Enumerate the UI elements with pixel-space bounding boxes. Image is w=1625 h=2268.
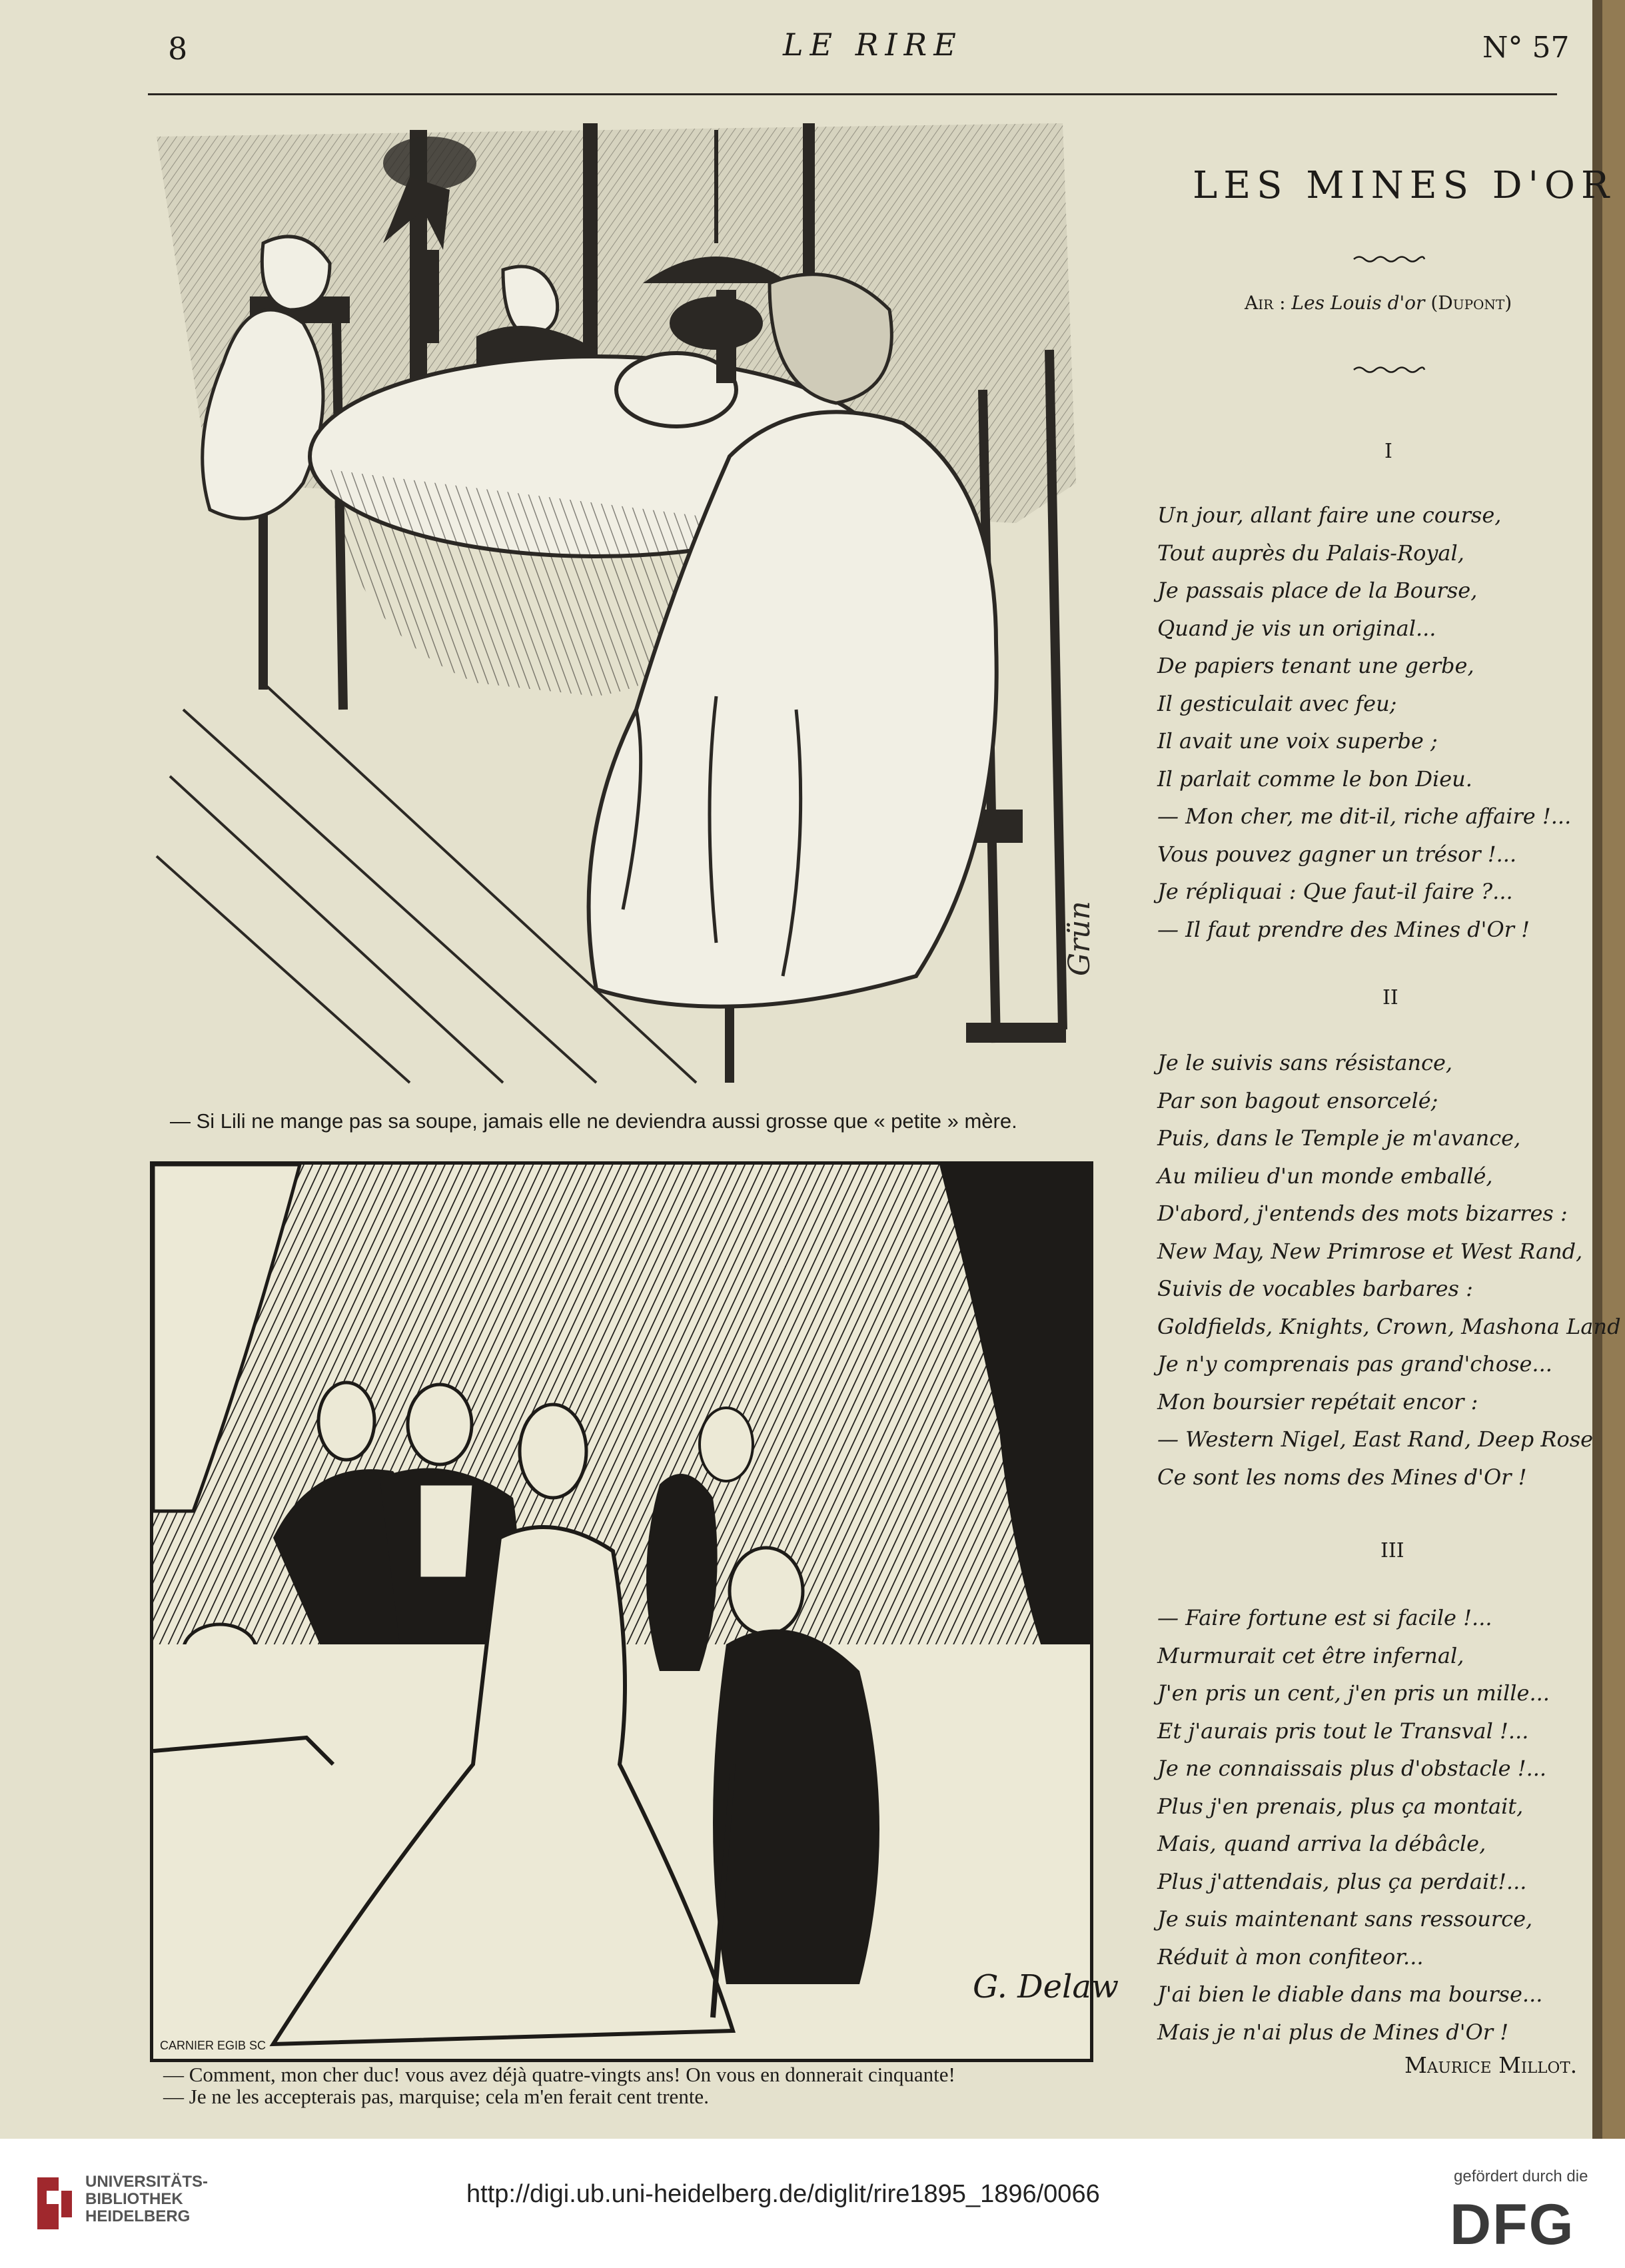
- verse-line: J'en pris un cent, j'en pris un mille...: [1157, 1680, 1550, 1706]
- stanza-3: [1157, 1599, 1550, 2051]
- ornament-squiggle: [1353, 365, 1426, 374]
- dfg-logo[interactable]: DFG: [1450, 2193, 1575, 2257]
- verse-line: Ce sont les noms des Mines d'Or !: [1157, 1464, 1527, 1490]
- verse-line: Goldfields, Knights, Crown, Mashona Land: [1157, 1313, 1621, 1339]
- verse-line: Et j'aurais pris tout le Transval !...: [1157, 1718, 1529, 1744]
- verse-line: — Il faut prendre des Mines d'Or !: [1157, 916, 1530, 942]
- verse-line: Il gesticulait avec feu;: [1157, 690, 1397, 716]
- verse-line: Mon boursier repétait encor :: [1157, 1389, 1478, 1415]
- verse-line: D'abord, j'entends des mots bizarres :: [1157, 1201, 1568, 1226]
- university-name[interactable]: [85, 2173, 208, 2225]
- verse-line: — Mon cher, me dit-il, riche affaire !...: [1157, 804, 1572, 829]
- stanza-numeral: I: [1384, 440, 1392, 463]
- verse-line: Puis, dans le Temple je m'avance,: [1157, 1125, 1521, 1151]
- verse-line: Mais, quand arriva la débâcle,: [1157, 1831, 1486, 1856]
- permalink-url[interactable]: http://digi.ub.uni-heidelberg.de/diglit/rire1895_1896/0066: [466, 2180, 1100, 2208]
- verse-line: Un jour, allant faire une course,: [1157, 502, 1502, 528]
- verse-line: Tout auprès du Palais-Royal,: [1157, 540, 1464, 566]
- dinner-caption: — Si Lili ne mange pas sa soupe, jamais elle ne deviendra aussi grosse que « petite » mère.: [170, 1109, 1017, 1133]
- stanza-2: [1157, 1044, 1621, 1496]
- issue-number: N° 57: [1482, 31, 1570, 65]
- verse-line: Je n'y comprenais pas grand'chose...: [1157, 1351, 1552, 1377]
- verse-line: Je le suivis sans résistance,: [1157, 1050, 1453, 1075]
- header-rule: [148, 93, 1557, 95]
- verse-line: Par son bagout ensorcelé;: [1157, 1087, 1438, 1113]
- caption-line: — Je ne les accepterais pas, marquise; cela m'en ferait cent trente.: [163, 2085, 709, 2109]
- verse-line: — Western Nigel, East Rand, Deep Rose: [1157, 1426, 1594, 1452]
- verse-line: Je suis maintenant sans ressource,: [1157, 1906, 1533, 1932]
- university-name-line: BIBLIOTHEK: [85, 2190, 183, 2208]
- stanza-numeral: III: [1380, 1539, 1404, 1562]
- verse-line: Suivis de vocables barbares :: [1157, 1276, 1473, 1301]
- dinner-scene-illustration: [130, 110, 1109, 1089]
- journal-title: LE RIRE: [783, 27, 963, 63]
- verse-line: Murmurait cet être infernal,: [1157, 1642, 1464, 1668]
- salon-caption: [163, 2063, 1109, 2108]
- verse-line: — Faire fortune est si facile !...: [1157, 1605, 1492, 1630]
- verse-line: Je ne connaissais plus d'obstacle !...: [1157, 1756, 1547, 1781]
- verse-line: Vous pouvez gagner un trésor !...: [1157, 841, 1517, 867]
- university-name-line: UNIVERSITÄTS-: [85, 2173, 209, 2191]
- university-name-line: HEIDELBERG: [85, 2207, 191, 2225]
- verse-line: Il parlait comme le bon Dieu.: [1157, 766, 1472, 792]
- poem-title: LES MINES D'OR: [1193, 164, 1616, 207]
- verse-line: Plus j'attendais, plus ça perdait!...: [1157, 1868, 1527, 1894]
- verse-line: Mais je n'ai plus de Mines d'Or !: [1157, 2019, 1509, 2045]
- verse-line: Plus j'en prenais, plus ça montait,: [1157, 1793, 1524, 1819]
- caption-line: — Comment, mon cher duc! vous avez déjà quatre-vingts ans! On vous en donnerait cinquante!: [163, 2063, 955, 2086]
- verse-line: Réduit à mon confiteor...: [1157, 1944, 1424, 1970]
- funding-note: gefördert durch die: [1454, 2167, 1588, 2185]
- university-logo-icon[interactable]: [32, 2171, 75, 2236]
- stanza-numeral: II: [1382, 986, 1398, 1009]
- verse-line: Il avait une voix superbe ;: [1157, 728, 1438, 754]
- page-number: 8: [168, 31, 188, 67]
- verse-line: Je répliquai : Que faut-il faire ?...: [1157, 879, 1513, 904]
- poem-air: [1245, 292, 1512, 314]
- salon-scene-frame: [150, 1161, 1119, 2062]
- verse-line: Quand je vis un original...: [1157, 615, 1436, 641]
- illustration-signature-grun: Grün: [1063, 901, 1097, 976]
- illustration-signature-delaw: G. Delaw: [973, 1968, 1119, 2005]
- verse-line: New May, New Primrose et West Rand,: [1157, 1238, 1583, 1264]
- verse-line: J'ai bien le diable dans ma bourse...: [1157, 1982, 1543, 2007]
- air-composer: (Dupont): [1430, 292, 1512, 314]
- ornament-squiggle: [1353, 255, 1426, 264]
- engraver-mark: CARNIER EGIB SC: [160, 2039, 267, 2052]
- stanza-1: [1157, 496, 1571, 948]
- salon-scene-illustration: [153, 1165, 1119, 2059]
- poem-author: Maurice Millot.: [1404, 2052, 1578, 2078]
- verse-line: Au milieu d'un monde emballé,: [1157, 1163, 1493, 1189]
- verse-line: De papiers tenant une gerbe,: [1157, 653, 1474, 678]
- verse-line: Je passais place de la Bourse,: [1157, 578, 1478, 603]
- air-prefix: Air :: [1245, 292, 1292, 314]
- air-song: Les Louis d'or: [1291, 292, 1425, 314]
